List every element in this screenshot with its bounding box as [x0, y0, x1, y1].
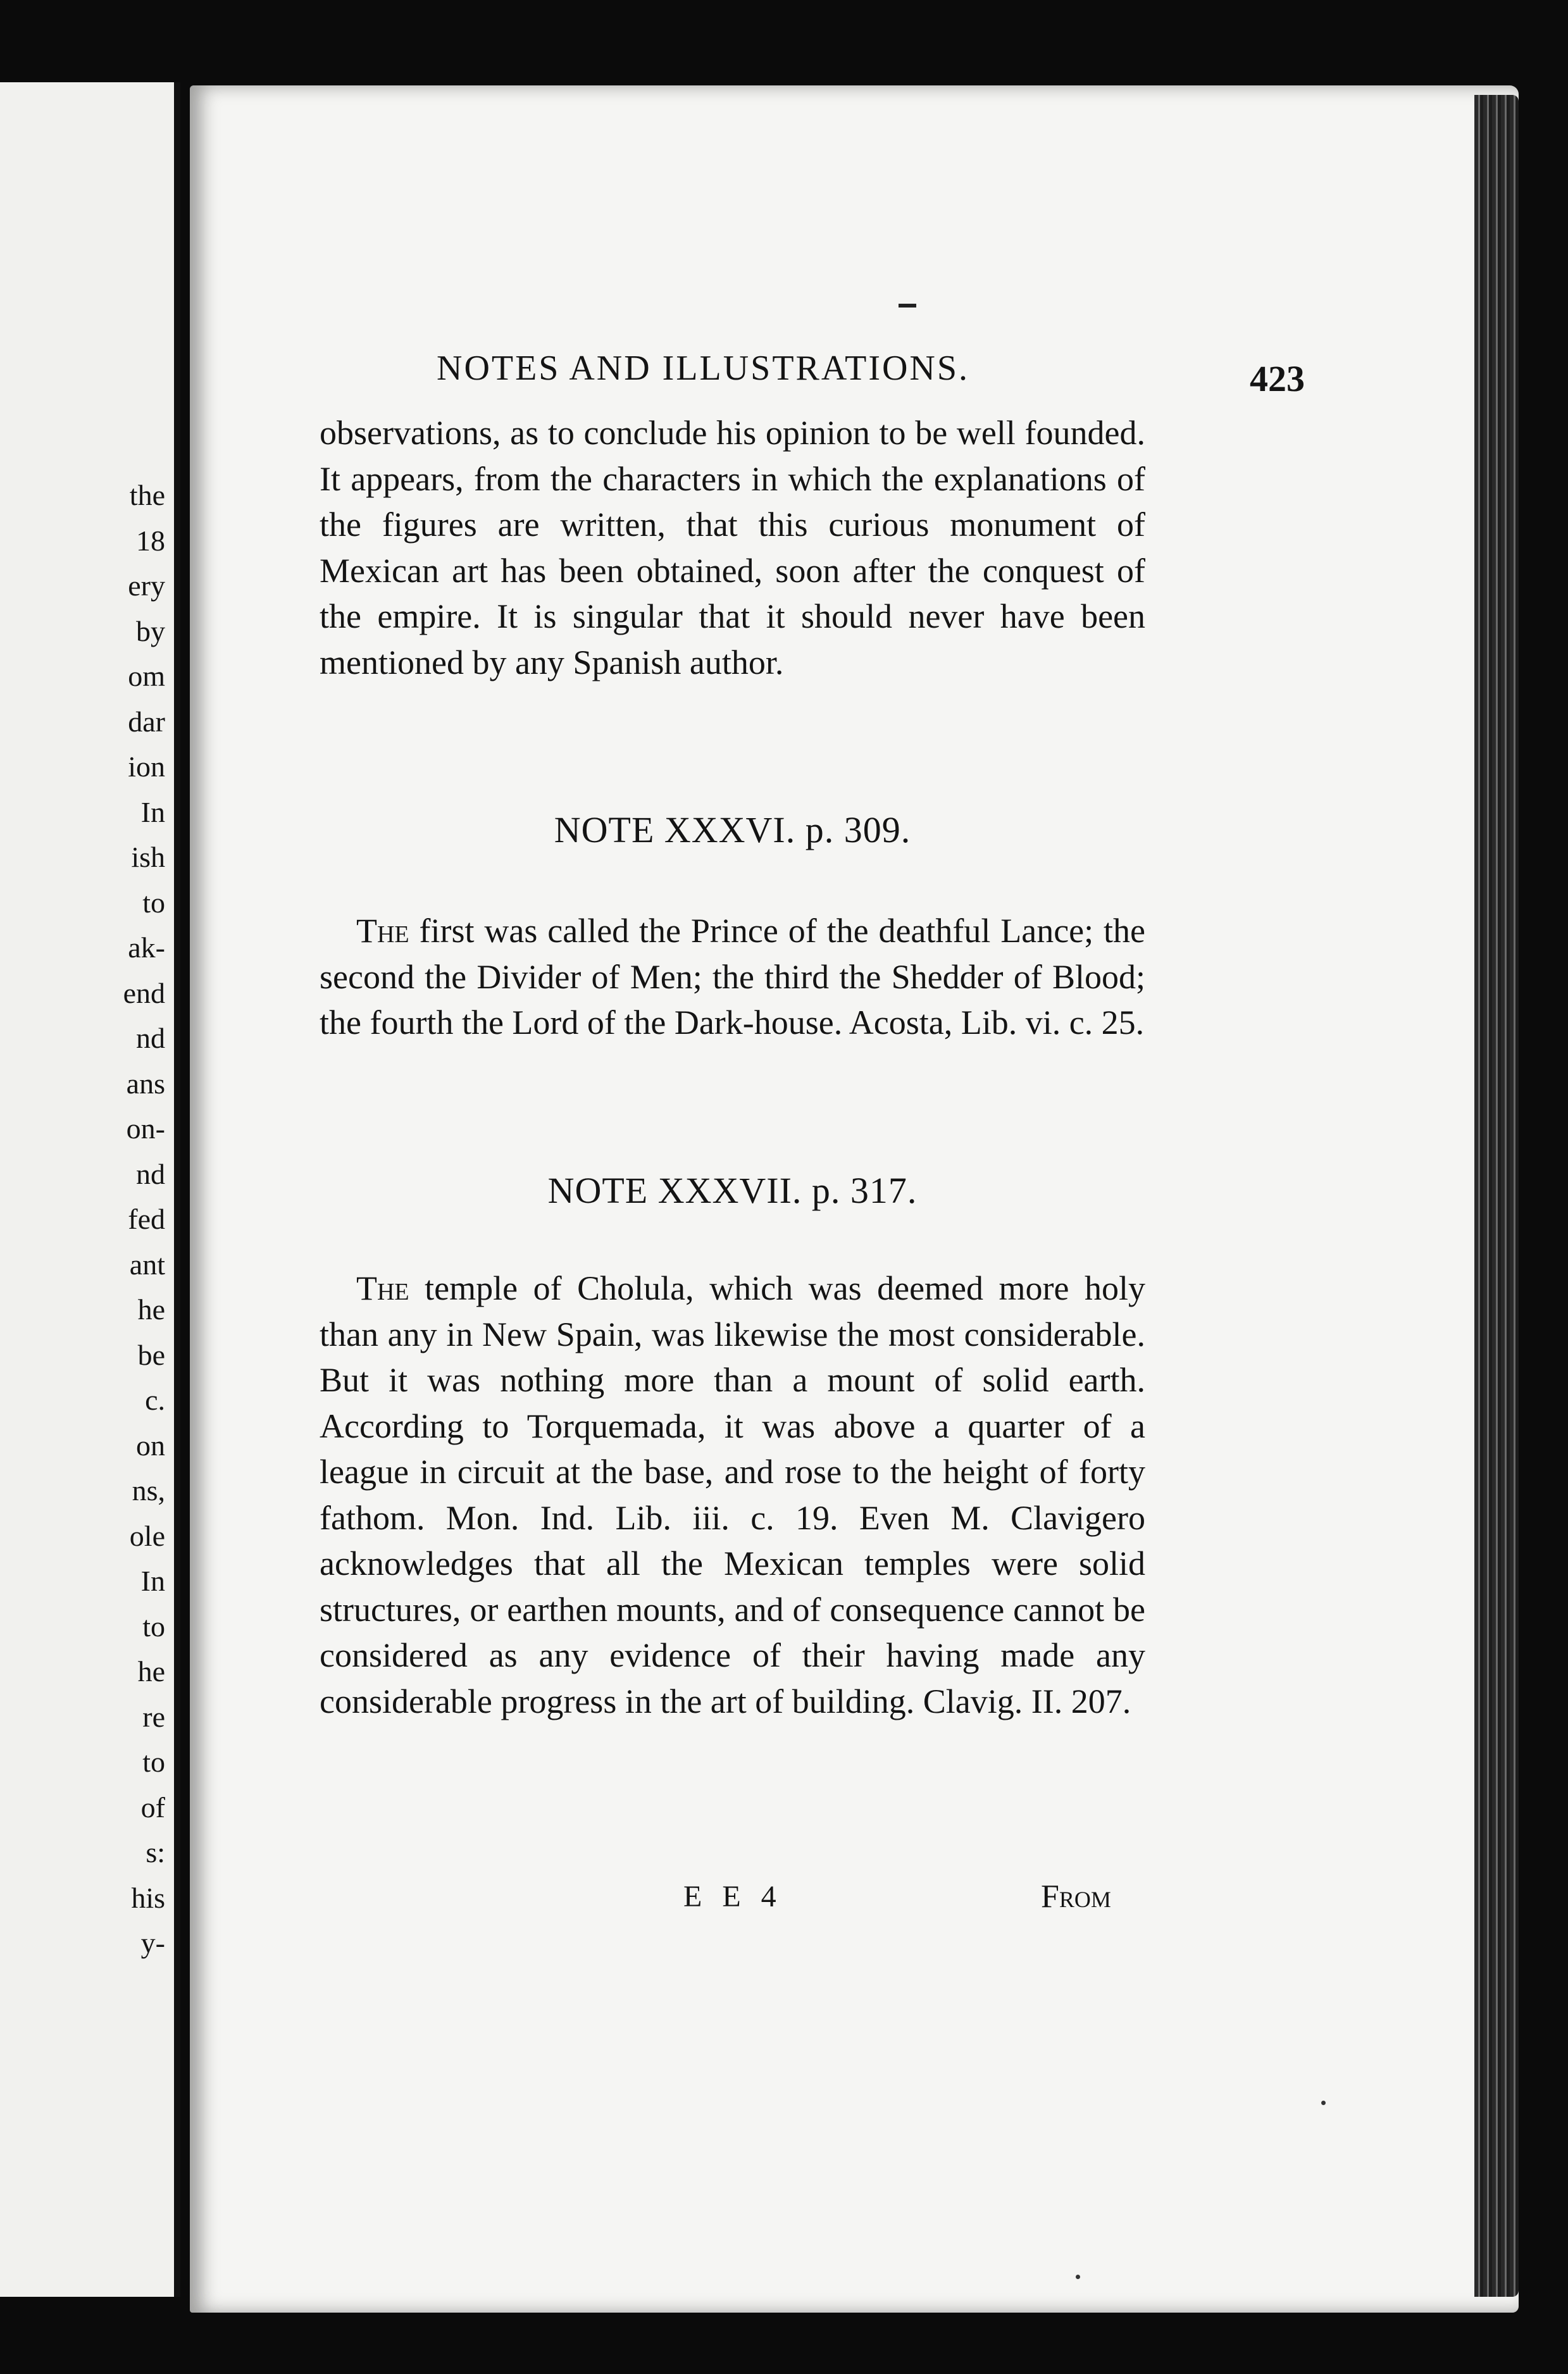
continued-paragraph: [320, 410, 1145, 685]
note-heading-36: NOTE XXXVI. p. 309.: [554, 809, 911, 850]
left-page-fragment: on: [136, 1429, 165, 1462]
left-page-fragment: ak-: [128, 931, 165, 964]
note-36-lead-word: The: [356, 912, 409, 950]
left-page-fragment: be: [137, 1338, 165, 1371]
left-page-fragment: s:: [146, 1836, 165, 1868]
left-page-fragment: c.: [145, 1384, 165, 1416]
page-number: 423: [1250, 358, 1305, 399]
left-page-fragment: to: [142, 1610, 165, 1643]
left-page-fragment: his: [131, 1881, 165, 1914]
left-page-fragment: the: [129, 479, 165, 511]
page-edge-stack: [1474, 95, 1519, 2297]
left-page-fragment: om: [128, 660, 165, 692]
left-page-fragment: re: [142, 1700, 165, 1733]
catchword: From: [1041, 1879, 1111, 1915]
left-facing-page: [0, 82, 180, 2297]
left-page-fragment: end: [123, 976, 165, 1009]
note-37-lead-word: The: [356, 1269, 409, 1307]
left-page-fragment: 18: [136, 524, 165, 557]
left-page-fragment: ish: [131, 841, 165, 873]
left-page-fragment: he: [137, 1655, 165, 1687]
left-page-fragment: In: [140, 795, 165, 828]
left-page-fragment: ery: [128, 569, 165, 602]
left-page-fragment: nd: [136, 1157, 165, 1190]
ink-speck: [1076, 2275, 1080, 2279]
left-page-fragment: to: [142, 1746, 165, 1778]
running-head: NOTES AND ILLUSTRATIONS.: [437, 349, 969, 388]
left-page-fragment: nd: [136, 1022, 165, 1054]
left-page-fragment: fed: [128, 1203, 165, 1235]
left-page-fragment: on-: [126, 1112, 165, 1145]
left-page-fragment: ans: [126, 1067, 165, 1100]
note-37-body: temple of Cholula, which was deemed more holy than any in New Spain, was likewise the most considerable. But it was nothing more than a mount of solid earth. According to Torquemada, it was above a quarter of a league in circuit at the base, and rose to the height of forty fathom. Mon. Ind. Lib. iii. c. 19. Even M. Clavigero acknowledges that all the Mexican temples were solid structures, or earthen mounts, and of consequence cannot be considered as any evidence of their having made any considerable progress in the art of building. Clavig. II. 207.: [320, 1269, 1145, 1720]
left-page-fragment: to: [142, 886, 165, 919]
note-37-paragraph: [320, 1265, 1145, 1724]
left-page-fragment: he: [137, 1293, 165, 1326]
left-page-fragment: of: [140, 1791, 165, 1824]
top-dash-mark: [899, 304, 916, 308]
note-36-body: first was called the Prince of the deathful Lance; the second the Divider of Men; the third the Shedder of Blood; the fourth the Lord of the Dark-house. Acosta, Lib. vi. c. 25.: [320, 912, 1145, 1041]
note-36-paragraph: [320, 908, 1145, 1046]
ink-speck: [1321, 2101, 1326, 2105]
left-page-fragment: ion: [128, 750, 165, 783]
left-page-fragment: ns,: [132, 1474, 165, 1507]
left-page-fragment: ole: [129, 1519, 165, 1552]
left-page-fragment: by: [136, 614, 165, 647]
left-page-fragment: dar: [128, 705, 165, 738]
paragraph-text: observations, as to conclude his opinion to be well founded. It appears, from the characters in which the explanations of the figures are written, that this curious monument of Mexican art has been obtained, soon after the conquest of the empire. It is singular that it should never have been mentioned by any Spanish author.: [320, 414, 1145, 681]
note-heading-37: NOTE XXXVII. p. 317.: [547, 1170, 918, 1211]
left-page-fragment: In: [140, 1565, 165, 1597]
left-page-fragment: y-: [140, 1927, 165, 1959]
left-page-fragment: ant: [129, 1248, 165, 1281]
signature-mark: E E 4: [683, 1880, 783, 1913]
